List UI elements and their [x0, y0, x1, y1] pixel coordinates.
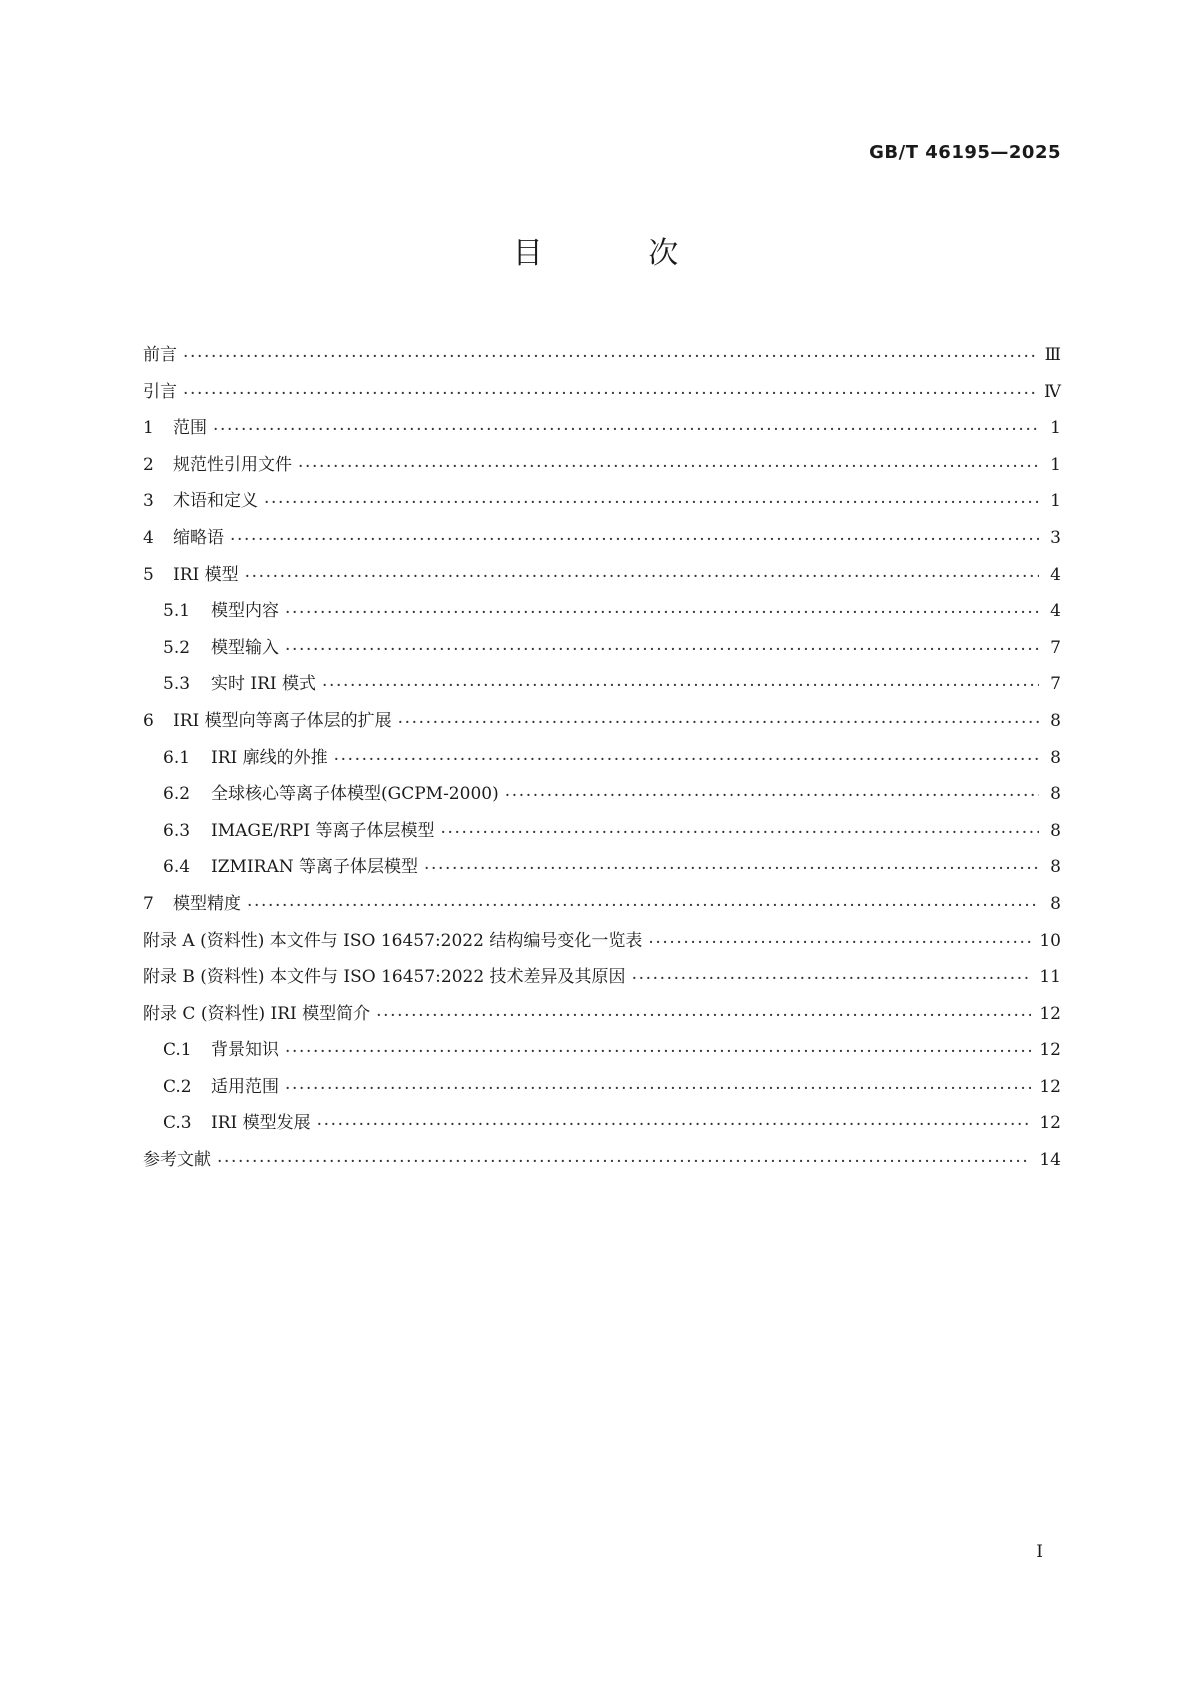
toc-leader-dots	[298, 457, 1039, 474]
toc-leader-dots	[424, 859, 1039, 876]
toc-entry-number: 6.1	[163, 747, 191, 768]
toc-entry[interactable]	[143, 962, 1061, 999]
toc-entry-page: 11	[1039, 967, 1061, 988]
toc-entry-page: 8	[1050, 820, 1061, 841]
toc-entry[interactable]	[143, 560, 1061, 597]
toc-entry-number: 1	[143, 418, 154, 439]
toc-leader-dots	[398, 713, 1039, 730]
toc-entry-number: 5.2	[163, 637, 191, 658]
toc-leader-dots	[183, 347, 1037, 364]
toc-entry-page: 8	[1050, 784, 1061, 805]
toc-entry-label: 附录 C (资料性) IRI 模型简介	[143, 1003, 371, 1024]
toc-entry[interactable]	[143, 523, 1061, 560]
toc-entry-page: 7	[1050, 637, 1061, 658]
toc-entry-label: 模型输入	[211, 637, 279, 658]
toc-entry-label: 引言	[143, 381, 177, 402]
toc-entry[interactable]	[143, 340, 1061, 377]
toc-entry-page: 8	[1050, 857, 1061, 878]
toc-entry-number: 6	[143, 710, 154, 731]
toc-leader-dots	[213, 420, 1039, 437]
toc-entry-label: 实时 IRI 模式	[211, 674, 317, 695]
toc-entry-page: 8	[1050, 747, 1061, 768]
toc-entry[interactable]	[143, 999, 1061, 1036]
toc-entry[interactable]	[143, 1145, 1061, 1182]
toc-entry-number: 3	[143, 491, 154, 512]
toc-entry-number: C.2	[163, 1076, 192, 1097]
toc-entry-number: 6.3	[163, 820, 191, 841]
toc-leader-dots	[648, 933, 1031, 950]
toc-entry-label: 全球核心等离子体模型(GCPM-2000)	[211, 784, 499, 805]
toc-entry[interactable]	[143, 1108, 1061, 1145]
toc-entry-page: 4	[1050, 564, 1061, 585]
toc-entry-page: 3	[1050, 527, 1061, 548]
toc-entry-page: 8	[1050, 893, 1061, 914]
toc-leader-dots	[183, 384, 1036, 401]
toc-entry-page: Ⅲ	[1044, 345, 1061, 365]
toc-entry-page: 12	[1039, 1076, 1061, 1097]
toc-entry-page: 8	[1050, 710, 1061, 731]
toc-entry-label: IMAGE/RPI 等离子体层模型	[211, 820, 435, 841]
toc-entry[interactable]	[143, 486, 1061, 523]
toc-entry-label: 参考文献	[143, 1150, 211, 1171]
toc-entry-label: 背景知识	[211, 1040, 279, 1061]
toc-leader-dots	[505, 786, 1039, 803]
toc-entry-label: IRI 模型向等离子体层的扩展	[173, 710, 392, 731]
toc-entry-number: 5.3	[163, 674, 191, 695]
toc-entry-label: 前言	[143, 345, 177, 365]
toc-leader-dots	[322, 676, 1039, 693]
toc-entry[interactable]	[143, 1072, 1061, 1109]
toc-entry-page: 4	[1050, 601, 1061, 622]
toc-leader-dots	[632, 969, 1032, 986]
toc-entry-number: 5.1	[163, 601, 191, 622]
toc-entry-label: IRI 廓线的外推	[211, 747, 328, 768]
toc-leader-dots	[285, 1079, 1031, 1096]
toc-entry[interactable]	[143, 450, 1061, 487]
toc-entry-label: IRI 模型发展	[211, 1113, 311, 1134]
toc-entry-label: 术语和定义	[173, 491, 258, 512]
toc-entry[interactable]	[143, 743, 1061, 780]
toc-entry[interactable]	[143, 377, 1061, 414]
toc-entry-page: 12	[1039, 1003, 1061, 1024]
toc-leader-dots	[334, 750, 1039, 767]
toc-entry-label: 适用范围	[211, 1076, 279, 1097]
toc-leader-dots	[285, 1042, 1031, 1059]
toc-entry-number: C.3	[163, 1113, 192, 1134]
toc-leader-dots	[317, 1115, 1032, 1132]
toc-leader-dots	[245, 567, 1039, 584]
toc-leader-dots	[285, 640, 1039, 657]
toc-entry[interactable]	[143, 706, 1061, 743]
document-code: GB/T 46195—2025	[869, 142, 1061, 163]
page-number: Ⅰ	[1036, 1542, 1043, 1562]
toc-entry[interactable]	[143, 669, 1061, 706]
toc-leader-dots	[217, 1152, 1031, 1169]
toc-entry[interactable]	[143, 413, 1061, 450]
toc-entry[interactable]	[143, 1035, 1061, 1072]
toc-entry-page: 1	[1050, 418, 1061, 439]
toc-entry[interactable]	[143, 926, 1061, 963]
toc-entry-label: 缩略语	[173, 527, 224, 548]
toc-entry-number: 6.4	[163, 857, 191, 878]
toc-entry-page: 7	[1050, 674, 1061, 695]
toc-leader-dots	[264, 493, 1039, 510]
table-of-contents	[143, 340, 1061, 1182]
toc-entry-number: 4	[143, 527, 154, 548]
toc-entry-label: 模型内容	[211, 601, 279, 622]
toc-entry-page: 1	[1050, 454, 1061, 475]
toc-entry-label: 规范性引用文件	[173, 454, 292, 475]
toc-entry-page: Ⅳ	[1044, 381, 1061, 402]
toc-entry-label: IZMIRAN 等离子体层模型	[211, 857, 419, 878]
toc-entry[interactable]	[143, 596, 1061, 633]
toc-entry-number: 2	[143, 454, 154, 475]
toc-leader-dots	[247, 896, 1039, 913]
toc-entry-number: 5	[143, 564, 154, 585]
toc-entry-label: 范围	[173, 418, 207, 439]
toc-entry-number: 6.2	[163, 784, 191, 805]
toc-entry-label: 附录 B (资料性) 本文件与 ISO 16457:2022 技术差异及其原因	[143, 967, 626, 988]
toc-entry-number: C.1	[163, 1040, 192, 1061]
toc-leader-dots	[285, 603, 1039, 620]
toc-leader-dots	[230, 530, 1039, 547]
toc-entry-page: 1	[1050, 491, 1061, 512]
toc-entry-label: 模型精度	[173, 893, 241, 914]
toc-entry[interactable]	[143, 889, 1061, 926]
toc-entry-label: 附录 A (资料性) 本文件与 ISO 16457:2022 结构编号变化一览表	[143, 930, 643, 951]
toc-title: 目 次	[512, 236, 727, 271]
toc-entry[interactable]	[143, 816, 1061, 853]
toc-entry-number: 7	[143, 893, 154, 914]
toc-entry-page: 12	[1039, 1040, 1061, 1061]
toc-entry[interactable]	[143, 852, 1061, 889]
toc-leader-dots	[376, 1006, 1031, 1023]
toc-entry[interactable]	[143, 633, 1061, 670]
toc-leader-dots	[440, 823, 1039, 840]
toc-entry-page: 14	[1039, 1150, 1061, 1171]
toc-entry-page: 12	[1039, 1113, 1061, 1134]
toc-entry[interactable]	[143, 779, 1061, 816]
toc-entry-label: IRI 模型	[173, 564, 239, 585]
toc-entry-page: 10	[1039, 930, 1061, 951]
